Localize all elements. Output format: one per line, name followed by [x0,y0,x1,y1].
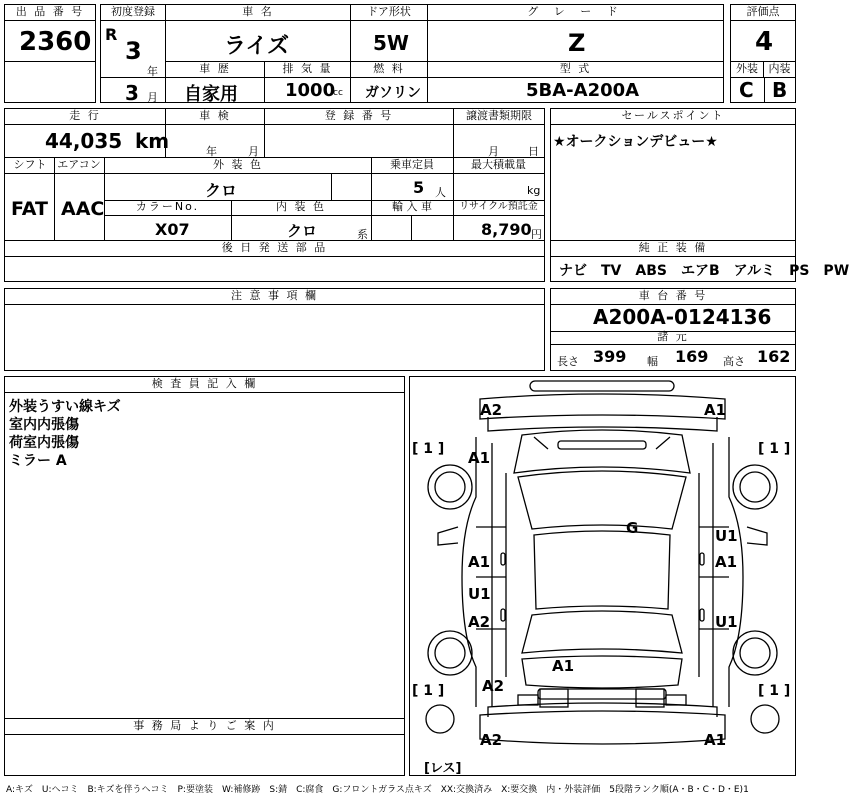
grade-header: グ レ ー ド [428,5,723,21]
lot-number-box [4,4,96,62]
displacement-header: 排 気 量 [265,62,350,78]
displacement: 1000 [285,80,336,101]
lot-blank [4,61,96,103]
history-header: 車 歴 [166,62,264,78]
inspector-note-line: 荷室内張傷 [9,435,79,451]
mileage: 44,035 [45,129,123,153]
damage-label: A2 [480,401,503,419]
damage-label: G [626,519,639,537]
ac: AAC [61,198,105,220]
chassis-number: A200A-0124136 [593,305,772,329]
genuine-equipment: ナビ TV ABS エアB アルミ PS PW [559,263,849,279]
color-number: X07 [155,220,190,239]
damage-label: A1 [552,657,575,675]
chassis-header: 車 台 番 号 [551,289,795,305]
ext-int-box [730,61,796,103]
model-box [427,61,724,103]
office-header: 事 務 局 よ り ご 案 内 [5,719,404,735]
grade-box [427,4,724,62]
damage-label: A1 [468,449,491,467]
height-label: 高さ [723,355,745,368]
first-registration-year: 3 [125,37,142,65]
capacity: 5 [413,178,425,197]
era-label: R [105,25,118,44]
lot-number: 2360 [19,27,92,57]
inspector-notes-header: 検 査 員 記 入 欄 [5,377,404,393]
month-unit: 月 [147,91,158,104]
inspector-note-line: 室内内張傷 [9,417,79,433]
sales-point-header: セールスポイント [551,109,795,125]
panel-bracket: [ 1 ] [758,683,791,699]
first-registration-month: 3 [125,81,139,105]
recycle-fee: 8,790 [481,220,532,239]
inspector-notes-box [4,376,405,719]
inspection-header: 車 検 [166,109,264,125]
sales-point: ★オークションデビュー★ [553,134,718,150]
later-parts-header: 後 日 発 送 部 品 [5,241,544,257]
width: 169 [675,347,709,366]
car-name-box [165,4,351,62]
inspection-year-unit: 年 [206,145,217,158]
interior-color: クロ [287,222,318,240]
car-diagram [410,377,795,775]
exterior-color: クロ [205,181,238,200]
interior-color-suffix: 系 [357,228,368,241]
door-type: 5W [373,31,409,55]
capacity-header: 乗車定員 [371,158,453,174]
spec-grid [4,157,545,241]
damage-label: A1 [704,731,727,749]
later-parts-box [4,240,545,282]
registration-number-box [264,108,454,158]
year-unit: 年 [147,65,158,78]
displacement-unit: cc [333,88,343,98]
max-load-header: 最大積載量 [453,158,544,174]
height: 162 [757,347,791,366]
inspection-month-unit: 月 [248,145,259,158]
damage-label: A2 [468,613,491,631]
interior-header: 内装 [764,62,795,78]
spare-tire-label: [レス] [424,761,462,776]
score-box [730,4,796,62]
capacity-unit: 人 [435,186,446,199]
history: 自家用 [184,84,238,105]
inspector-note-line: ミラー A [9,453,67,469]
genuine-equipment-box [550,240,849,282]
chassis-box [550,288,796,371]
damage-label: U1 [715,613,738,631]
panel-bracket: [ 1 ] [412,441,445,457]
notes-header: 注 意 事 項 欄 [5,289,544,305]
interior-grade: B [772,78,788,102]
color-number-header: カラーNo. [104,200,231,216]
history-box [165,61,265,103]
recycle-header: リサイクル預託金 [453,200,544,216]
first-registration-header: 初度登録 [101,5,165,21]
panel-bracket: [ 1 ] [412,683,445,699]
panel-bracket: [ 1 ] [758,441,791,457]
legend: A:キズ U:ヘコミ B:キズを伴うヘコミ P:要塗装 W:補修跡 S:錆 C:腐食 G:フロントガラス点キズ XX:交換済み X:要交換 内・外装評価 5段階ランク順(A・B・C・D・E)1 [6,785,749,795]
length: 399 [593,347,627,366]
car-name-header: 車 名 [166,5,350,21]
ac-header: エアコン [54,158,104,174]
door-header: ドア形状 [351,5,427,21]
damage-label: A2 [480,731,503,749]
shift-header: シフト [5,158,55,174]
mileage-header: 走 行 [5,109,165,125]
door-box [350,4,428,62]
car-diagram-box [409,376,796,776]
damage-label: A1 [715,553,738,571]
transfer-deadline-box [453,108,545,158]
fuel-header: 燃 料 [351,62,427,78]
damage-label: A1 [704,401,727,419]
model-header: 型 式 [428,62,723,78]
registration-number-header: 登 録 番 号 [265,109,453,125]
model: 5BA-A200A [526,80,640,101]
recycle-unit: 円 [531,228,542,241]
grade: Z [568,29,586,57]
score-header: 評価点 [731,5,795,21]
fuel: ガソリン [365,85,421,101]
mileage-unit: km [135,129,170,153]
fuel-box [350,61,428,103]
sales-point-box [550,108,796,241]
inspector-note-line: 外装うすい線キズ [9,399,121,415]
damage-label: U1 [468,585,491,603]
transfer-month-unit: 月 [488,145,499,158]
exterior-color-header: 外 装 色 [104,158,372,174]
mileage-box [4,108,170,158]
lot-number-header: 出 品 番 号 [5,5,95,21]
damage-label: U1 [715,527,738,545]
shift: FAT [11,198,48,220]
transfer-deadline-header: 譲渡書類期限 [454,109,544,125]
office-box [4,718,405,776]
width-label: 幅 [647,355,658,368]
interior-color-header: 内 装 色 [231,200,371,216]
inspection-box [165,108,265,158]
damage-label: A1 [468,553,491,571]
specs-header: 諸 元 [551,331,795,345]
import-header: 輸 入 車 [371,200,453,216]
genuine-equipment-header: 純 正 装 備 [551,241,795,257]
transfer-day-unit: 日 [528,145,539,158]
score: 4 [755,27,774,57]
length-label: 長さ [557,355,579,368]
damage-label: A2 [482,677,505,695]
exterior-grade: C [739,78,754,102]
car-name: ライズ [224,34,290,59]
first-registration-box [100,4,166,103]
displacement-box [264,61,351,103]
max-load-unit: kg [527,184,541,197]
exterior-header: 外装 [731,62,764,78]
notes-box [4,288,545,371]
